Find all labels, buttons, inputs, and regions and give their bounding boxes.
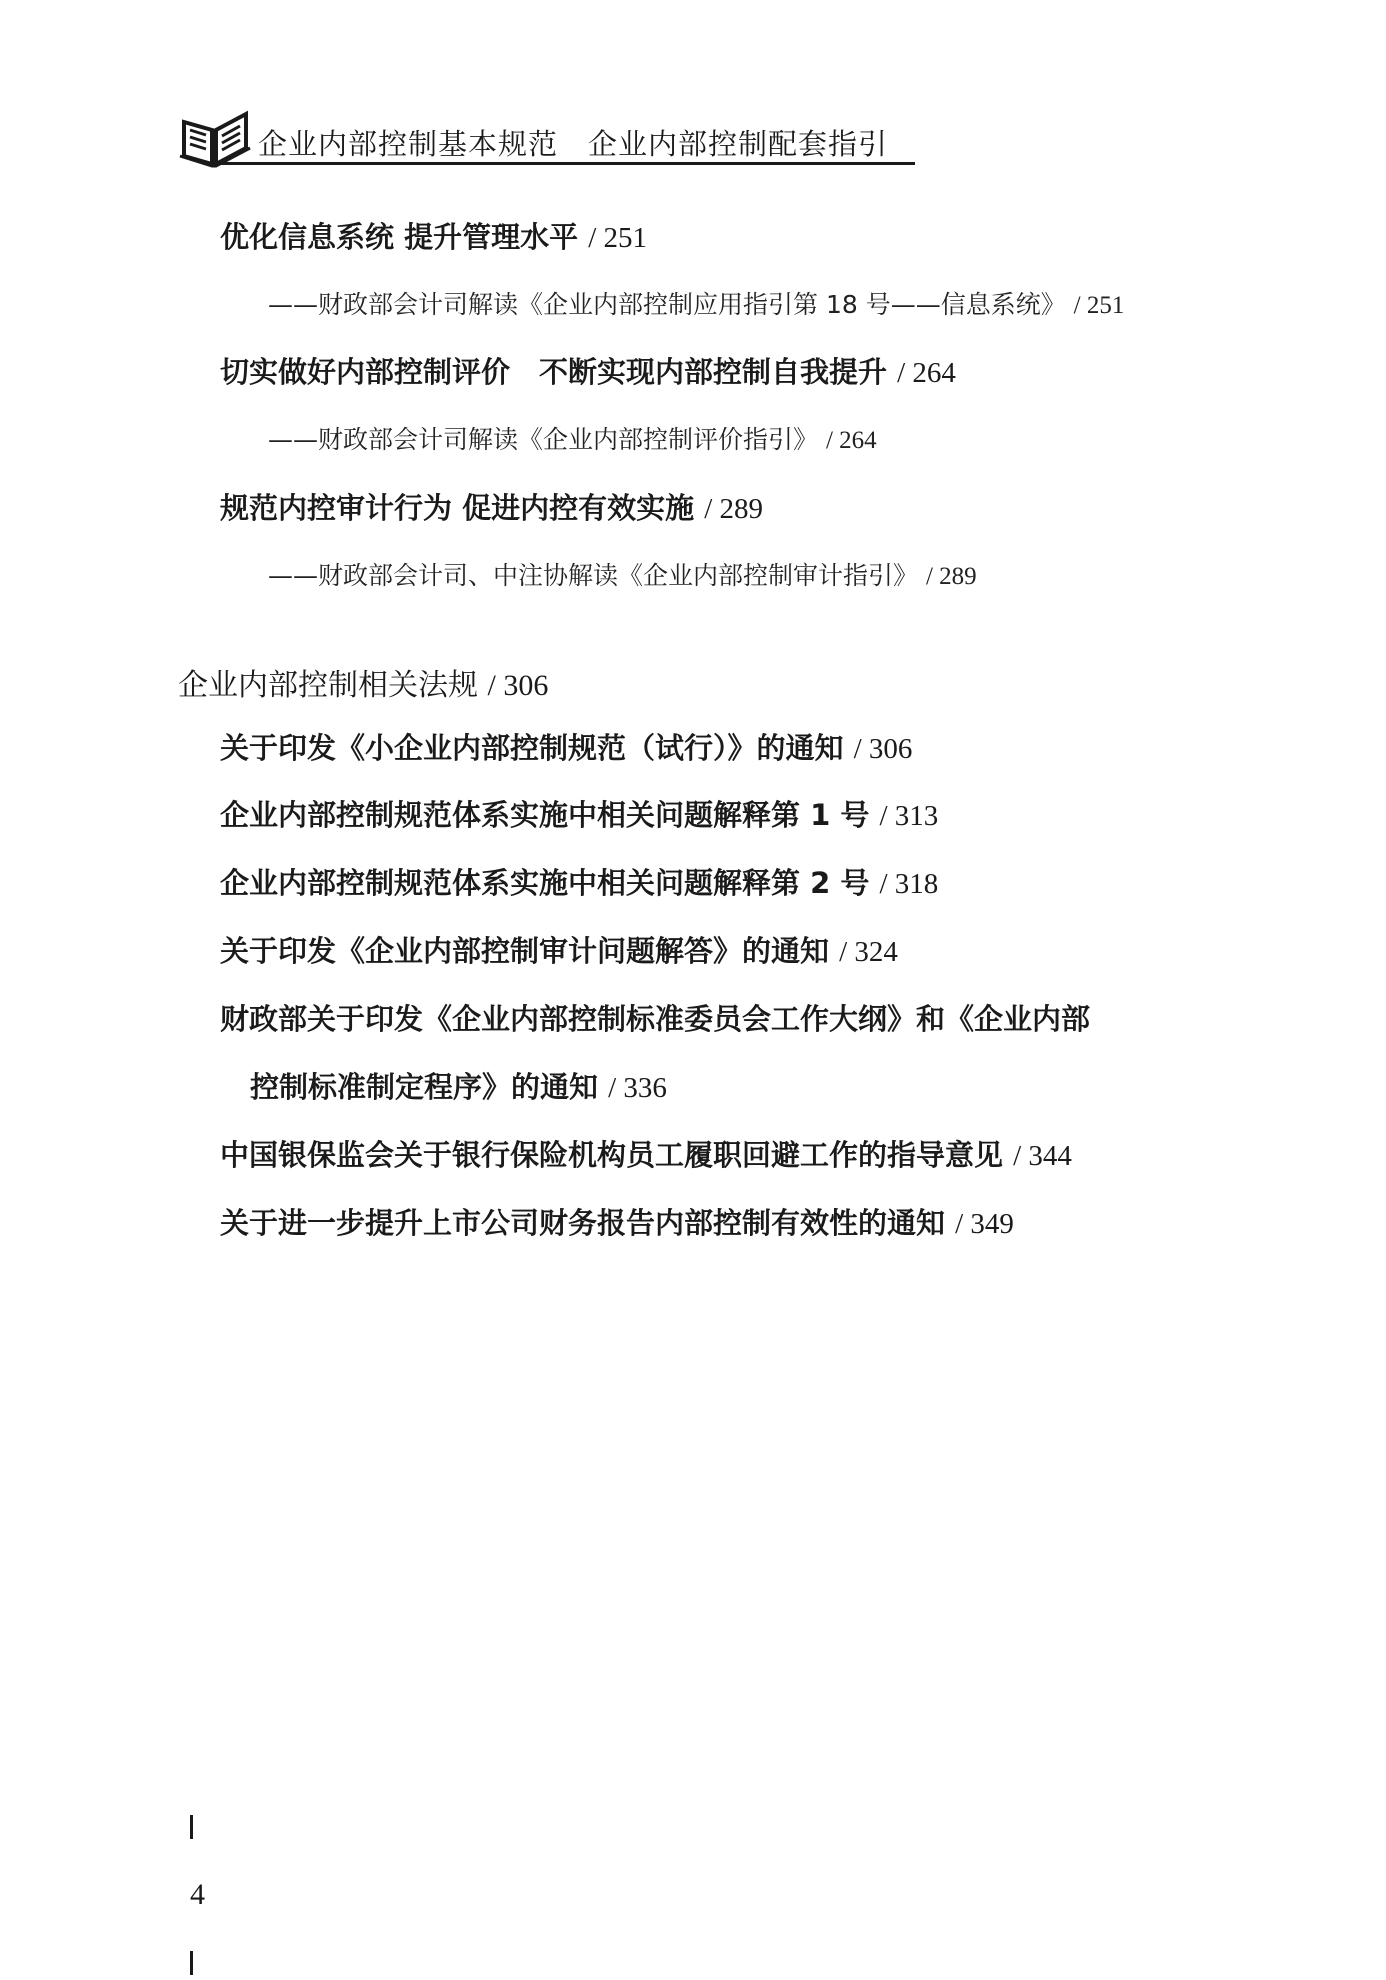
toc-entry [220, 486, 763, 527]
toc-entry [220, 1133, 1072, 1174]
toc-entry-page: / 251 [1073, 292, 1125, 319]
toc-entry-title: 中国银保监会关于银行保险机构员工履职回避工作的指导意见 [220, 1138, 1004, 1172]
toc-entry [220, 726, 912, 767]
toc-entry [220, 350, 956, 391]
toc-entry-title: 切实做好内部控制评价 不断实现内部控制自我提升 [220, 355, 888, 389]
toc-entry-page: / 336 [608, 1072, 667, 1104]
toc-entry-page: / 306 [853, 733, 913, 765]
toc-entry-page: / 251 [588, 222, 648, 254]
toc-entry [268, 420, 877, 456]
toc-entry-title: 优化信息系统 提升管理水平 [220, 220, 579, 254]
toc-entry-title: 关于印发《小企业内部控制规范（试行）》的通知 [220, 731, 844, 765]
toc-entry-page: / 289 [925, 563, 977, 590]
toc-entry-page: / 324 [839, 936, 898, 968]
toc-entry-page: / 306 [487, 669, 549, 702]
toc-entry-title: 关于进一步提升上市公司财务报告内部控制有效性的通知 [220, 1206, 946, 1240]
toc-entry-title: ——财政部会计司解读《企业内部控制评价指引》 [268, 425, 819, 454]
toc-entry-title: ——财政部会计司、中注协解读《企业内部控制审计指引》 [268, 561, 919, 590]
toc-entry-page: / 318 [879, 868, 939, 900]
toc-entry [220, 929, 898, 970]
header-title: 企业内部控制基本规范 企业内部控制配套指引 [258, 127, 889, 161]
page-footer [175, 1776, 222, 1980]
toc-section-heading [178, 660, 548, 704]
toc-entry-title: 企业内部控制相关法规 [178, 668, 478, 703]
toc-entry-page: / 264 [825, 427, 877, 454]
footer-bar-right [190, 1951, 193, 1975]
toc-entry-title: 企业内部控制规范体系实施中相关问题解释第 2 号 [220, 866, 870, 900]
toc-entry-title: 财政部关于印发《企业内部控制标准委员会工作大纲》和《企业内部 [220, 1002, 1091, 1036]
toc-entry [220, 861, 938, 902]
footer-bar-left [190, 1815, 193, 1839]
toc-entry [250, 1065, 667, 1106]
toc-entry-page: / 289 [704, 493, 764, 525]
toc-entry-title: ——财政部会计司解读《企业内部控制应用指引第 18 号——信息系统》 [268, 290, 1066, 319]
toc-entry [268, 556, 977, 592]
toc-entry [220, 793, 938, 834]
toc-entry [220, 1201, 1014, 1242]
toc-entry-title: 规范内控审计行为 促进内控有效实施 [220, 491, 695, 525]
toc-entry-title: 企业内部控制规范体系实施中相关问题解释第 1 号 [220, 798, 870, 832]
toc-entry-page: / 344 [1013, 1140, 1072, 1172]
page-number: 4 [190, 1878, 205, 1911]
toc-entry-page: / 264 [897, 357, 956, 389]
toc-entry-title: 控制标准制定程序》的通知 [250, 1070, 599, 1104]
toc-entry [220, 215, 647, 256]
toc-entry-page: / 349 [955, 1208, 1014, 1240]
toc-entry [268, 285, 1124, 321]
toc-entry [220, 997, 1090, 1038]
toc-entry-page: / 313 [879, 800, 939, 832]
toc-entry-title: 关于印发《企业内部控制审计问题解答》的通知 [220, 934, 830, 968]
